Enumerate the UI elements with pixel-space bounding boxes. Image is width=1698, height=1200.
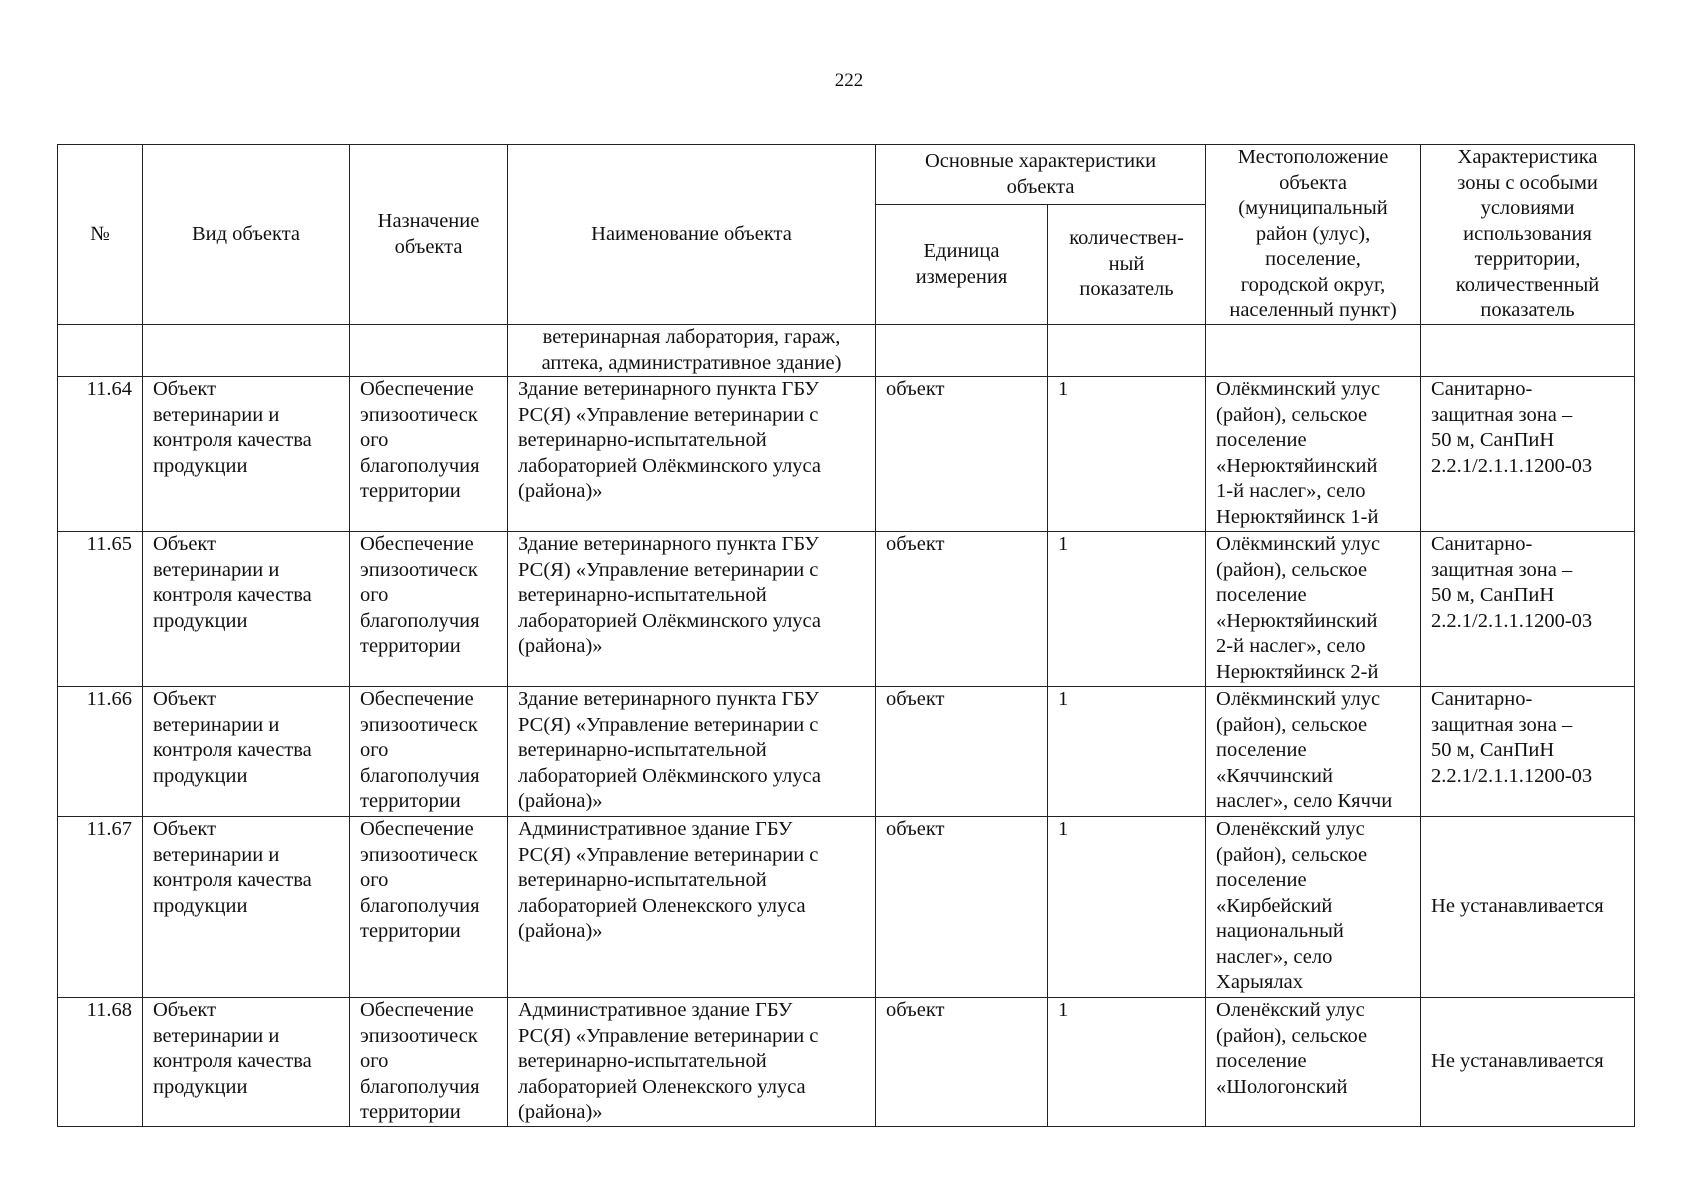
cell-zone: Санитарно- защитная зона – 50 м, СанПиН 2.2.1/2.1.1.1200-03 bbox=[1421, 687, 1635, 817]
table-row bbox=[58, 377, 1635, 532]
cell-zone: Не устанавливается bbox=[1421, 998, 1635, 1127]
cell-empty bbox=[1421, 325, 1635, 377]
cell-name: Здание ветеринарного пункта ГБУ РС(Я) «Управление ветеринарии с ветеринарно-испытательной лабораторией Олёкминского улуса (района)» bbox=[508, 377, 876, 532]
cell-quantity: 1 bbox=[1048, 532, 1206, 687]
cell-unit: объект bbox=[876, 377, 1048, 532]
cell-unit: объект bbox=[876, 687, 1048, 817]
cell-zone: Санитарно- защитная зона – 50 м, СанПиН 2.2.1/2.1.1.1200-03 bbox=[1421, 377, 1635, 532]
cell-unit: объект bbox=[876, 817, 1048, 998]
table-row bbox=[58, 687, 1635, 817]
header-main-characteristics: Основные характеристики объекта bbox=[876, 145, 1206, 205]
cell-purpose: Обеспечение эпизоотическ ого благополучия территории bbox=[350, 817, 508, 998]
page-number: 222 bbox=[834, 70, 864, 91]
cell-purpose: Обеспечение эпизоотическ ого благополучия территории bbox=[350, 998, 508, 1127]
header-purpose: Назначение объекта bbox=[350, 145, 508, 325]
cell-quantity: 1 bbox=[1048, 998, 1206, 1127]
cell-name: Административное здание ГБУ РС(Я) «Управление ветеринарии с ветеринарно-испытательной лабораторией Оленекского улуса (района)» bbox=[508, 998, 876, 1127]
cell-unit: объект bbox=[876, 532, 1048, 687]
table-row bbox=[58, 998, 1635, 1127]
cell-num: 11.65 bbox=[58, 532, 143, 687]
cell-empty bbox=[1048, 325, 1206, 377]
cell-name: ветеринарная лаборатория, гараж, аптека, административное здание) bbox=[508, 325, 876, 377]
objects-table bbox=[57, 144, 1635, 1127]
header-location: Местоположение объекта (муниципальный район (улус), поселение, городской округ, населенный пункт) bbox=[1206, 145, 1421, 325]
cell-empty bbox=[350, 325, 508, 377]
cell-num: 11.64 bbox=[58, 377, 143, 532]
cell-location: Олёкминский улус (район), сельское поселение «Кяччинский наслег», село Кяччи bbox=[1206, 687, 1421, 817]
cell-type: Объект ветеринарии и контроля качества продукции bbox=[143, 687, 350, 817]
cell-num: 11.67 bbox=[58, 817, 143, 998]
cell-empty bbox=[58, 325, 143, 377]
header-quantity: количествен- ный показатель bbox=[1048, 205, 1206, 325]
cell-name: Административное здание ГБУ РС(Я) «Управление ветеринарии с ветеринарно-испытательной лабораторией Оленекского улуса (района)» bbox=[508, 817, 876, 998]
cell-type: Объект ветеринарии и контроля качества продукции bbox=[143, 998, 350, 1127]
cell-purpose: Обеспечение эпизоотическ ого благополучия территории bbox=[350, 532, 508, 687]
cell-name: Здание ветеринарного пункта ГБУ РС(Я) «Управление ветеринарии с ветеринарно-испытательной лабораторией Олёкминского улуса (района)» bbox=[508, 532, 876, 687]
header-type: Вид объекта bbox=[143, 145, 350, 325]
cell-num: 11.66 bbox=[58, 687, 143, 817]
cell-location: Оленёкский улус (район), сельское поселение «Кирбейский национальный наслег», село Харыялах bbox=[1206, 817, 1421, 998]
cell-quantity: 1 bbox=[1048, 817, 1206, 998]
cell-name: Здание ветеринарного пункта ГБУ РС(Я) «Управление ветеринарии с ветеринарно-испытательной лабораторией Олёкминского улуса (района)» bbox=[508, 687, 876, 817]
cell-num: 11.68 bbox=[58, 998, 143, 1127]
header-name: Наименование объекта bbox=[508, 145, 876, 325]
cell-location: Олёкминский улус (район), сельское поселение «Нерюктяйинский 1-й наслег», село Нерюктяйинск 1-й bbox=[1206, 377, 1421, 532]
header-num: № bbox=[58, 145, 143, 325]
table-row bbox=[58, 817, 1635, 998]
cell-location: Оленёкский улус (район), сельское поселение «Шологонский bbox=[1206, 998, 1421, 1127]
cell-empty bbox=[876, 325, 1048, 377]
header-unit: Единица измерения bbox=[876, 205, 1048, 325]
cell-unit: объект bbox=[876, 998, 1048, 1127]
header-row-1 bbox=[58, 145, 1635, 205]
cell-empty bbox=[1206, 325, 1421, 377]
cell-purpose: Обеспечение эпизоотическ ого благополучия территории bbox=[350, 687, 508, 817]
header-zone: Характеристика зоны с особыми условиями использования территории, количественный показатель bbox=[1421, 145, 1635, 325]
cell-zone: Не устанавливается bbox=[1421, 817, 1635, 998]
continuation-row bbox=[58, 325, 1635, 377]
cell-quantity: 1 bbox=[1048, 687, 1206, 817]
cell-zone: Санитарно- защитная зона – 50 м, СанПиН 2.2.1/2.1.1.1200-03 bbox=[1421, 532, 1635, 687]
cell-type: Объект ветеринарии и контроля качества продукции bbox=[143, 532, 350, 687]
cell-location: Олёкминский улус (район), сельское поселение «Нерюктяйинский 2-й наслег», село Нерюктяйинск 2-й bbox=[1206, 532, 1421, 687]
cell-type: Объект ветеринарии и контроля качества продукции bbox=[143, 817, 350, 998]
table-row bbox=[58, 532, 1635, 687]
cell-type: Объект ветеринарии и контроля качества продукции bbox=[143, 377, 350, 532]
cell-purpose: Обеспечение эпизоотическ ого благополучия территории bbox=[350, 377, 508, 532]
cell-empty bbox=[143, 325, 350, 377]
cell-quantity: 1 bbox=[1048, 377, 1206, 532]
